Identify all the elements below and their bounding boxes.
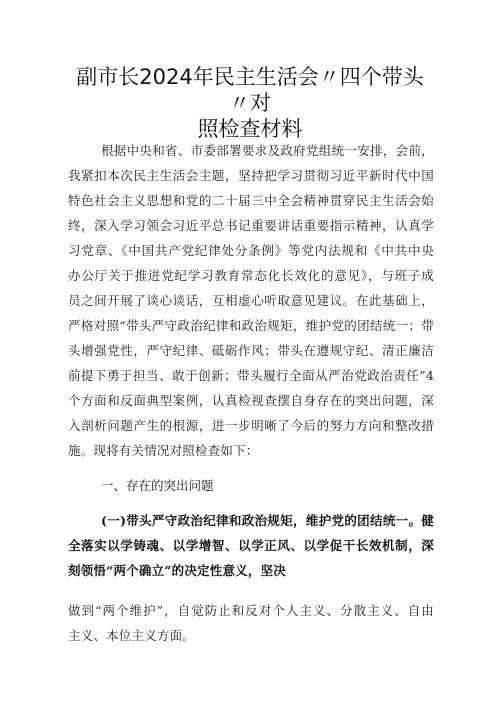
intro-line: 根据中央和省、市委部署要求及政府党组统一安排，会前，: [101, 143, 434, 158]
section-heading: 一、存在的突出问题: [101, 478, 214, 493]
intro-line: 入剖析问题产生的根源，进一步明晰了今后的努力方向和整改措: [68, 418, 434, 433]
document-title: [70, 64, 430, 142]
intro-line: 办公厅关于推进党纪学习教育常态化长效化的意见》，与班子成: [68, 268, 434, 283]
intro-line: 员之间开展了谈心谈话，互相虚心听取意见建议。在此基础上，: [68, 293, 434, 308]
body-line: 主义、本位主义方面。: [68, 628, 196, 643]
body-line: 做到“两个维护”，自觉防止和反对个人主义、分散主义、自由: [68, 603, 434, 618]
subsection-line: (一)带头严守政治纪律和政治规矩，维护党的团结统一。健: [101, 513, 434, 528]
intro-line: 终，深入学习领会习近平总书记重要讲话重要指示精神，认真学: [68, 218, 434, 233]
subsection-line: 刻领悟“两个确立”的决定性意义，坚决: [68, 563, 286, 578]
title-line-1: 副市长2024年民主生活会〃四个带头〃对: [76, 65, 424, 115]
intro-line: 头增强党性，严守纪律、砥砺作风；带头在遵规守纪、清正廉洁: [68, 343, 434, 358]
intro-line: 我紧扣本次民主生活会主题，坚持把学习贯彻习近平新时代中国: [68, 168, 434, 183]
intro-line: 施。现将有关情况对照检查如下：: [68, 443, 259, 458]
intro-line: 前提下勇于担当、敢于创新；带头履行全面从严治党政治责任”4: [68, 368, 434, 383]
subsection-line: 全落实以学铸魂、以学增智、以学正风、以学促干长效机制，深: [68, 538, 434, 553]
intro-line: 习党章、《中国共产党纪律处分条例》等党内法规和《中共中央: [68, 243, 434, 258]
intro-line: 特色社会主义思想和党的二十届三中全会精神贯穿民主生活会始: [68, 193, 434, 208]
title-line-2: 照检查材料: [197, 117, 303, 141]
intro-line: 个方面和反面典型案例，认真检视查摆自身存在的突出问题，深: [68, 393, 434, 408]
intro-line: 严格对照“带头严守政治纪律和政治规矩，维护党的团结统一；带: [68, 318, 434, 333]
